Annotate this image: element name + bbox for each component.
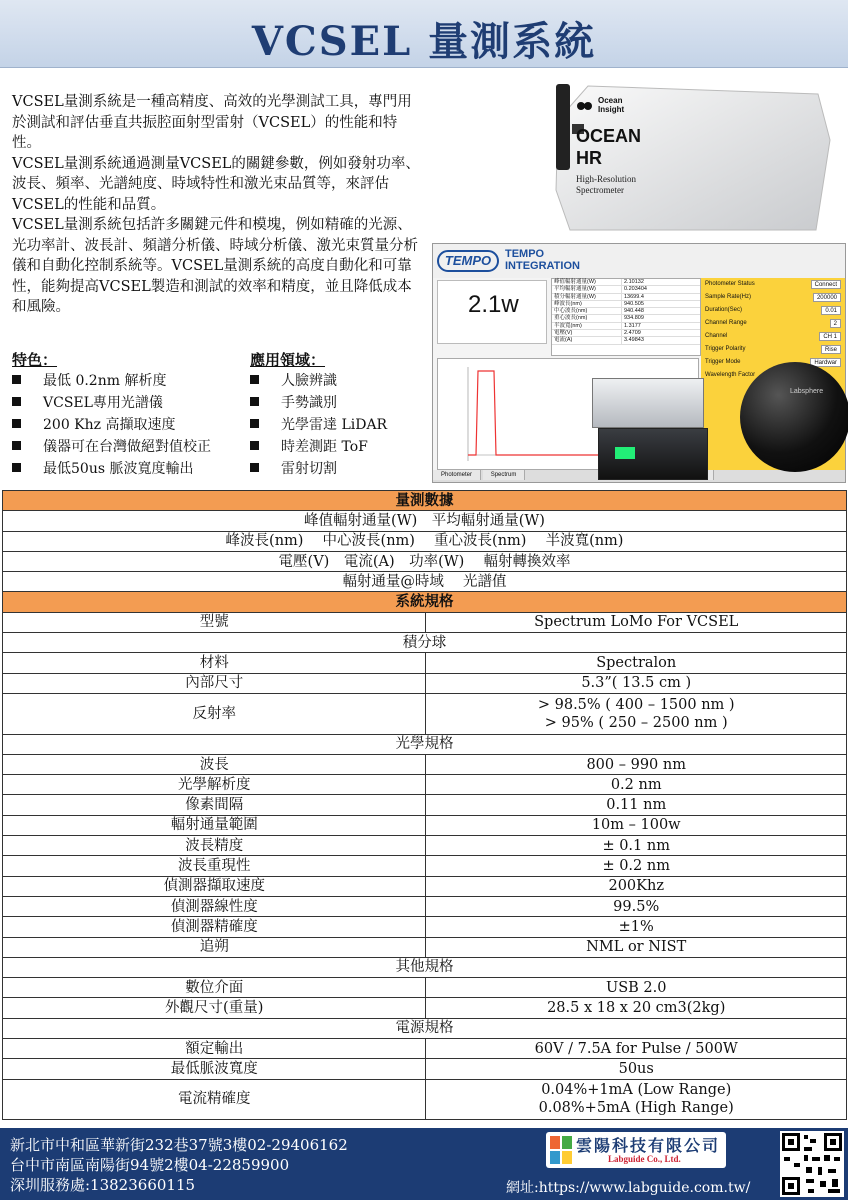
table-row: 偵測器擷取速度 200Khz bbox=[3, 876, 847, 896]
model-line2: HR bbox=[576, 148, 602, 168]
bullet-icon bbox=[250, 419, 259, 428]
control-value[interactable]: 2 bbox=[830, 319, 841, 328]
spec-table bbox=[2, 490, 847, 1120]
company-logo bbox=[546, 1132, 726, 1168]
intro-paragraph: VCSEL量測系統包括許多關鍵元件和模塊，例如精確的光源、光功率計、波長計、頻譜分析儀、時域分析儀、激光束質量分析儀和自動化控制系統等。VCSEL量測系統的高度自動化和可靠性，能夠提高VCSEL製造和測試的效率和精度，並且降低成本和風險。 bbox=[12, 217, 418, 315]
brand-bottom: Insight bbox=[598, 105, 625, 114]
tab-spectrum[interactable]: Spectrum bbox=[483, 470, 526, 480]
bullet-icon bbox=[12, 397, 21, 406]
bullet-icon bbox=[12, 419, 21, 428]
table-row: 內部尺寸 5.3”( 13.5 cm ) bbox=[3, 673, 847, 693]
table-row: 外觀尺寸(重量) 28.5 x 18 x 20 cm3(2kg) bbox=[3, 998, 847, 1018]
section-header: 量測數據 bbox=[3, 491, 847, 511]
table-row: 偵測器精確度 ±1% bbox=[3, 917, 847, 937]
table-row: 輻射通量範圍 10m – 100w bbox=[3, 815, 847, 835]
integrating-sphere-image bbox=[740, 362, 848, 472]
spectrometer-image bbox=[548, 80, 838, 240]
applications-title: 應用領域： bbox=[250, 351, 326, 369]
control-value[interactable]: Rise bbox=[821, 345, 841, 354]
tempo-title: TEMPO INTEGRATION bbox=[505, 248, 580, 272]
sub-header: 光學規格 bbox=[3, 734, 847, 754]
company-name-en: Labguide Co., Ltd. bbox=[608, 1154, 681, 1164]
table-row: 波長精度 ± 0.1 nm bbox=[3, 836, 847, 856]
company-mark-icon bbox=[550, 1136, 572, 1164]
control-value[interactable]: 0.01 bbox=[821, 306, 841, 315]
list-item: VCSEL專用光譜儀 bbox=[12, 392, 252, 414]
current-source-image bbox=[598, 428, 708, 480]
control-value[interactable]: Hardwar bbox=[810, 358, 841, 367]
power-readout: 2.1w bbox=[437, 280, 547, 344]
measurement-row: 重心波長(nm) 934.809 bbox=[552, 315, 700, 322]
measurement-table bbox=[551, 278, 701, 356]
control-row: Sample Rate(Hz) 200000 bbox=[701, 291, 846, 304]
table-row: 電壓(V) 電流(A) 功率(W) 輻射轉換效率 bbox=[3, 551, 847, 571]
table-row: 波長 800 – 990 nm bbox=[3, 754, 847, 774]
table-row: 型號 Spectrum LoMo For VCSEL bbox=[3, 612, 847, 632]
measurement-row: 電壓(V) 2.4709 bbox=[552, 330, 700, 337]
measurement-row: 電流(A) 3.49843 bbox=[552, 337, 700, 344]
table-row: 輻射通量@時域 光譜值 bbox=[3, 572, 847, 592]
list-item: 時差測距 ToF bbox=[250, 436, 430, 458]
address-line: 深圳服務處:13823660115 bbox=[10, 1176, 196, 1194]
page-title: VCSEL 量測系統 bbox=[251, 18, 597, 65]
control-value[interactable]: CH 1 bbox=[819, 332, 841, 341]
measurement-row: 中心波長(nm) 940.448 bbox=[552, 308, 700, 315]
desc2: Spectrometer bbox=[576, 185, 624, 195]
measurement-row: 平均輻射通量(W) 0.203404 bbox=[552, 286, 700, 293]
list-item: 儀器可在台灣做絕對值校正 bbox=[12, 436, 252, 458]
software-header bbox=[433, 244, 845, 278]
tempo-logo: TEMPO bbox=[437, 250, 499, 272]
features-list bbox=[12, 370, 252, 480]
bullet-icon bbox=[12, 441, 21, 450]
list-item: 最低50us 脈波寬度輸出 bbox=[12, 458, 252, 480]
footer-addresses bbox=[10, 1135, 348, 1195]
brand-top: Ocean bbox=[598, 96, 623, 105]
control-value[interactable]: 200000 bbox=[813, 293, 841, 302]
spectrometer-illustration bbox=[548, 80, 838, 240]
control-row: Channel Range 2 bbox=[701, 317, 846, 330]
bullet-icon bbox=[250, 397, 259, 406]
sub-header: 積分球 bbox=[3, 633, 847, 653]
control-row: Channel CH 1 bbox=[701, 330, 846, 343]
address-line: 新北市中和區華新街232巷37號3樓02-29406162 bbox=[10, 1136, 348, 1154]
address-line: 台中市南區南陽街94號2樓04-22859900 bbox=[10, 1156, 290, 1174]
desc1: High-Resolution bbox=[576, 174, 636, 184]
table-row: 數位介面 USB 2.0 bbox=[3, 978, 847, 998]
company-name-zh: 雲陽科技有限公司 bbox=[576, 1136, 721, 1155]
table-row: 波長重現性 ± 0.2 nm bbox=[3, 856, 847, 876]
page-header bbox=[0, 0, 848, 68]
measurement-row: 峰波長(nm) 940.505 bbox=[552, 301, 700, 308]
model-line1: OCEAN bbox=[576, 126, 642, 146]
list-item: 200 Khz 高擷取速度 bbox=[12, 414, 252, 436]
table-row: 峰波長(nm) 中心波長(nm) 重心波長(nm) 半波寬(nm) bbox=[3, 531, 847, 551]
list-item: 光學雷達 LiDAR bbox=[250, 414, 430, 436]
section-header: 系統規格 bbox=[3, 592, 847, 612]
control-value[interactable]: Connect bbox=[811, 280, 841, 289]
control-row: Trigger Mode Hardwar bbox=[701, 356, 846, 369]
list-item: 手勢識別 bbox=[250, 392, 430, 414]
power-supply-image bbox=[592, 378, 704, 428]
ocean-logo-icon bbox=[577, 102, 585, 110]
table-row: 額定輸出 60V / 7.5A for Pulse / 500W bbox=[3, 1039, 847, 1059]
table-row: 追朔 NML or NIST bbox=[3, 937, 847, 957]
qr-code-icon bbox=[780, 1131, 844, 1197]
control-row: Duration(Sec) 0.01 bbox=[701, 304, 846, 317]
table-row: 反射率 > 98.5% ( 400 – 1500 nm ) > 95% ( 250 – 2500 nm ) bbox=[3, 693, 847, 734]
bullet-icon bbox=[250, 463, 259, 472]
measurement-row: 半波寬(nm) 1.3177 bbox=[552, 323, 700, 330]
bullet-icon bbox=[12, 463, 21, 472]
measurement-row: 峰值輻射通量(W) 2.10132 bbox=[552, 279, 700, 286]
sub-header: 其他規格 bbox=[3, 957, 847, 977]
bullet-icon bbox=[12, 375, 21, 384]
control-row: Photometer Status Connect bbox=[701, 278, 846, 291]
intro-paragraph: VCSEL量測系統是一種高精度、高效的光學測試工具，專門用於測試和評估垂直共振腔面射型雷射（VCSEL）的性能和特性。 bbox=[12, 94, 412, 151]
table-row: 電流精確度 0.04%+1mA (Low Range) 0.08%+5mA (High Range) bbox=[3, 1079, 847, 1120]
tab-photometer[interactable]: Photometer bbox=[433, 470, 481, 480]
table-row: 像素間隔 0.11 nm bbox=[3, 795, 847, 815]
table-row: 偵測器線性度 99.5% bbox=[3, 896, 847, 916]
bullet-icon bbox=[250, 441, 259, 450]
measurement-row: 積分輻射通量(W) 13699.4 bbox=[552, 294, 700, 301]
table-row: 光學解析度 0.2 nm bbox=[3, 775, 847, 795]
website-link[interactable]: 網址:https://www.labguide.com.tw/ bbox=[506, 1180, 751, 1196]
control-row: Trigger Polarity Rise bbox=[701, 343, 846, 356]
table-row: 材料 Spectralon bbox=[3, 653, 847, 673]
table-row: 峰值輻射通量(W) 平均輻射通量(W) bbox=[3, 511, 847, 531]
sub-header: 電源規格 bbox=[3, 1018, 847, 1038]
intro-text bbox=[12, 92, 422, 318]
list-item: 人臉辨識 bbox=[250, 370, 430, 392]
control-row: Wavelength Factor bbox=[705, 372, 756, 378]
list-item: 雷射切割 bbox=[250, 458, 430, 480]
sphere-brand: Labsphere bbox=[790, 388, 824, 395]
features-title: 特色： bbox=[12, 351, 58, 369]
applications-list bbox=[250, 370, 430, 480]
bullet-icon bbox=[250, 375, 259, 384]
list-item: 最低 0.2nm 解析度 bbox=[12, 370, 252, 392]
intro-paragraph: VCSEL量測系統通過測量VCSEL的關鍵參數，例如發射功率、波長、頻率、光譜純度、時域特性和激光束品質等，來評估VCSEL的性能和品質。 bbox=[12, 155, 420, 213]
table-row: 最低脈波寬度 50us bbox=[3, 1059, 847, 1079]
